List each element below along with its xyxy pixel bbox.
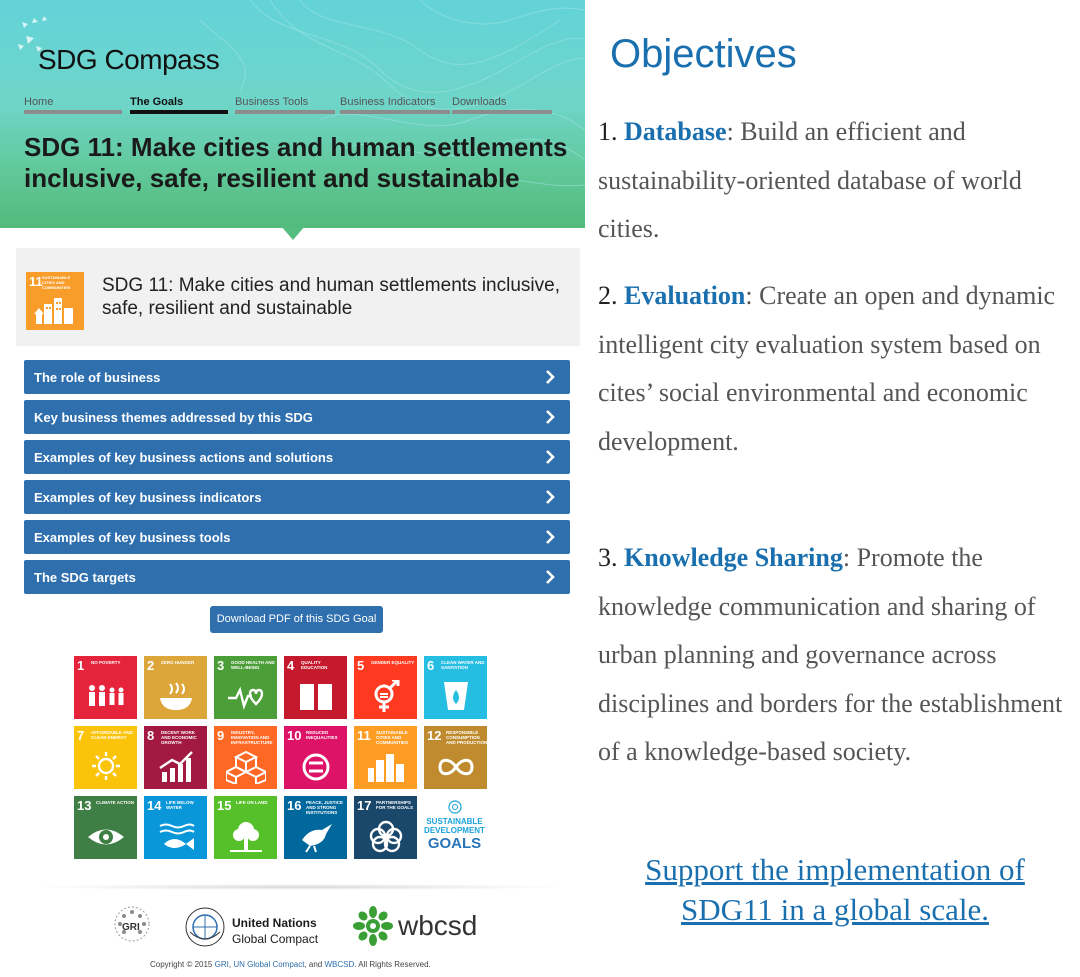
sdg-tile-label: INDUSTRY, INNOVATION AND INFRASTRUCTURE xyxy=(231,730,273,745)
copyright-sep1: , xyxy=(228,960,232,969)
sdg-tile-label: AFFORDABLE AND CLEAN ENERGY xyxy=(91,730,133,740)
sdg-tile-10[interactable] xyxy=(284,726,347,789)
sdg-tile-13[interactable] xyxy=(74,796,137,859)
tree-icon xyxy=(226,820,266,854)
sdg-tile-14[interactable] xyxy=(144,796,207,859)
sdg-tile-label: NO POVERTY xyxy=(91,660,121,665)
partner-logos xyxy=(0,900,585,952)
sdg-tile-2[interactable] xyxy=(144,656,207,719)
sdg-tile-number: 6 xyxy=(427,658,435,673)
copyright-sep2: , and xyxy=(304,960,323,969)
sdg-tile-16[interactable] xyxy=(284,796,347,859)
sdg-tile-15[interactable] xyxy=(214,796,277,859)
goal-tile-label: SUSTAINABLE CITIES AND COMMUNITIES xyxy=(42,275,71,290)
sdg-tile-number: 5 xyxy=(357,658,365,673)
ungc-link[interactable]: UN Global Compact xyxy=(233,960,305,969)
accordion-label: Key business themes addressed by this SDG xyxy=(34,410,313,425)
hero-banner xyxy=(0,0,585,228)
sdg-tile-label: CLEAN WATER AND SANITATION xyxy=(441,660,485,670)
dove-icon xyxy=(296,820,336,854)
sdg-tile-number: 16 xyxy=(287,798,302,813)
objective-keyword: Database xyxy=(624,117,727,146)
sdg-tile-label: LIFE ON LAND xyxy=(236,800,268,805)
book-icon xyxy=(296,680,336,714)
chevron-right-icon xyxy=(542,449,558,465)
accordion-label: Examples of key business actions and solutions xyxy=(34,450,334,465)
objective-knowledge-sharing xyxy=(598,534,1072,777)
copyright-suffix: . All Rights Reserved. xyxy=(354,960,431,969)
chevron-right-icon xyxy=(542,369,558,385)
copyright-notice xyxy=(150,960,431,969)
sdg-tile-label: ZERO HUNGER xyxy=(161,660,195,665)
sun-icon xyxy=(86,750,126,784)
sdg-logo-line2: DEVELOPMENT xyxy=(424,826,485,835)
wbcsd-logo[interactable] xyxy=(352,904,492,948)
sdg-tiles-grid xyxy=(74,656,486,860)
sdg-tile-number: 10 xyxy=(287,728,302,743)
main-nav xyxy=(24,96,564,116)
accordion-label: Examples of key business indicators xyxy=(34,490,262,505)
goal-card xyxy=(16,248,580,346)
sdg-tile-6[interactable] xyxy=(424,656,487,719)
sdg-tile-11[interactable] xyxy=(354,726,417,789)
sdg-tile-5[interactable] xyxy=(354,656,417,719)
sdg-tile-number: 12 xyxy=(427,728,442,743)
objective-text: : Promote the knowledge communication and sharing of urban planning and governance across disciplines and borders for the establishment of a knowledge-based society. xyxy=(598,543,1063,767)
accordion-business-actions[interactable] xyxy=(24,440,570,474)
bowl-icon xyxy=(156,680,196,714)
cubes-icon xyxy=(226,750,266,784)
copyright-prefix: Copyright © 2015 xyxy=(150,960,213,969)
sdg-tile-number: 15 xyxy=(217,798,232,813)
city-icon xyxy=(34,294,76,326)
rings-icon xyxy=(366,820,406,854)
un-globe-icon xyxy=(184,906,226,948)
sdg-tile-label: CLIMATE ACTION xyxy=(96,800,134,805)
sdg-tile-label: PARTNERSHIPS FOR THE GOALS xyxy=(376,800,413,810)
accordion-business-indicators[interactable] xyxy=(24,480,570,514)
sdg-tile-label: DECENT WORK AND ECONOMIC GROWTH xyxy=(161,730,197,745)
growth-chart-icon xyxy=(156,750,196,784)
fish-icon xyxy=(156,820,196,854)
equal-icon xyxy=(296,750,336,784)
objective-number: 2. xyxy=(598,281,624,310)
sdg-tile-4[interactable] xyxy=(284,656,347,719)
nav-business-tools[interactable]: Business Tools xyxy=(235,96,309,108)
chevron-right-icon xyxy=(542,489,558,505)
city-icon xyxy=(366,750,406,784)
objectives-panel xyxy=(585,0,1080,977)
nav-downloads[interactable]: Downloads xyxy=(452,96,507,108)
sdg-logo-tile[interactable] xyxy=(423,796,486,859)
sdg-tile-number: 11 xyxy=(357,728,371,743)
sdg-tile-number: 13 xyxy=(77,798,92,813)
ungc-subtitle: Global Compact xyxy=(232,932,319,946)
sdg-tile-1[interactable] xyxy=(74,656,137,719)
chevron-right-icon xyxy=(542,409,558,425)
nav-the-goals[interactable]: The Goals xyxy=(130,96,184,108)
objective-text: : Create an open and dynamic intelligent city evaluation system based on cites’ social environmental and economic development. xyxy=(598,281,1056,456)
sdg-tile-number: 2 xyxy=(147,658,155,673)
objective-database xyxy=(598,108,1072,254)
accordion-business-tools[interactable] xyxy=(24,520,570,554)
sdg-tile-9[interactable] xyxy=(214,726,277,789)
footer-divider xyxy=(30,884,570,890)
objective-number: 3. xyxy=(598,543,624,572)
wbcsd-leaf-icon xyxy=(352,906,394,946)
un-emblem-icon xyxy=(448,800,462,814)
page-title: SDG 11: Make cities and human settlements inclusive, safe, resilient and sustainable xyxy=(24,132,568,193)
sdg-tile-label: GENDER EQUALITY xyxy=(371,660,415,665)
hero-pointer xyxy=(281,226,305,240)
nav-the-goals-underline xyxy=(130,110,228,114)
sdg-tile-label: PEACE, JUSTICE AND STRONG INSTITUTIONS xyxy=(306,800,344,815)
accordion-label: The SDG targets xyxy=(34,570,136,585)
objective-text: : Build an efficient and sustainability-oriented database of world cities. xyxy=(598,117,1022,244)
eye-globe-icon xyxy=(86,820,126,854)
heartbeat-icon xyxy=(226,680,266,714)
support-sdg11-link[interactable]: Support the implementation of SDG11 in a global scale. xyxy=(645,852,1025,927)
sdg-logo-line3: GOALS xyxy=(427,835,482,852)
nav-home-underline xyxy=(24,110,122,114)
objective-keyword: Evaluation xyxy=(624,281,746,310)
objective-keyword: Knowledge Sharing xyxy=(624,543,843,572)
water-drop-icon xyxy=(436,680,476,714)
sdg-tile-12[interactable] xyxy=(424,726,487,789)
sdg-tile-label: SUSTAINABLE CITIES AND COMMUNITIES xyxy=(376,730,408,745)
sdg-logo-line1: SUSTAINABLE xyxy=(426,817,483,826)
sdg-tile-17[interactable] xyxy=(354,796,417,859)
sdg-tile-label: GOOD HEALTH AND WELL-BEING xyxy=(231,660,275,670)
sdg-tile-label: RESPONSIBLE CONSUMPTION AND PRODUCTION xyxy=(446,730,488,745)
objective-evaluation xyxy=(598,272,1072,466)
accordion-label: The role of business xyxy=(34,370,161,385)
sdg-tile-number: 14 xyxy=(147,798,162,813)
gender-icon xyxy=(366,680,406,714)
goal-card-text: SDG 11: Make cities and human settlements inclusive, safe, resilient and sustainable xyxy=(102,275,560,319)
objective-number: 1. xyxy=(598,117,624,146)
goal-tile-number: 11 xyxy=(29,274,43,289)
people-icon xyxy=(86,680,126,714)
sdg-tile-number: 7 xyxy=(77,728,85,743)
sdg-tile-3[interactable] xyxy=(214,656,277,719)
chevron-right-icon xyxy=(542,569,558,585)
gri-logo[interactable] xyxy=(108,904,156,948)
gri-link[interactable]: GRI xyxy=(214,960,229,969)
chevron-right-icon xyxy=(542,529,558,545)
nav-business-tools-underline xyxy=(235,110,335,114)
nav-home[interactable]: Home xyxy=(24,96,54,108)
sdg-tile-label: LIFE BELOW WATER xyxy=(166,800,194,810)
gri-text: GRI xyxy=(122,922,140,933)
sdg-tile-label: QUALITY EDUCATION xyxy=(301,660,328,670)
sdg-11-icon xyxy=(26,272,84,330)
ungc-logo[interactable] xyxy=(184,906,334,948)
sdg-tile-number: 8 xyxy=(147,728,155,743)
accordion-label: Examples of key business tools xyxy=(34,530,231,545)
wbcsd-link[interactable]: WBCSD xyxy=(324,960,355,969)
accordion-key-business-themes[interactable] xyxy=(24,400,570,434)
nav-business-indicators-underline xyxy=(340,110,450,114)
sdg-tile-number: 1 xyxy=(77,658,85,673)
ungc-title: United Nations xyxy=(232,916,317,930)
sdg-tile-label: REDUCED INEQUALITIES xyxy=(306,730,338,740)
accordion-role-of-business[interactable] xyxy=(24,360,570,394)
sdg-tile-number: 9 xyxy=(217,728,225,743)
objectives-title: Objectives xyxy=(610,32,797,76)
nav-downloads-underline xyxy=(452,110,552,114)
site-title[interactable]: SDG Compass xyxy=(38,44,220,75)
sdg-tile-8[interactable] xyxy=(144,726,207,789)
wbcsd-text: wbcsd xyxy=(398,910,478,941)
download-pdf-button[interactable]: Download PDF of this SDG Goal xyxy=(210,606,383,633)
sdg-tile-number: 17 xyxy=(357,798,372,813)
nav-business-indicators[interactable]: Business Indicators xyxy=(340,96,436,108)
sdg-tile-number: 4 xyxy=(287,658,295,673)
infinity-icon xyxy=(436,750,476,784)
sdg-tile-number: 3 xyxy=(217,658,225,673)
sdg-tile-7[interactable] xyxy=(74,726,137,789)
accordion-sdg-targets[interactable] xyxy=(24,560,570,594)
